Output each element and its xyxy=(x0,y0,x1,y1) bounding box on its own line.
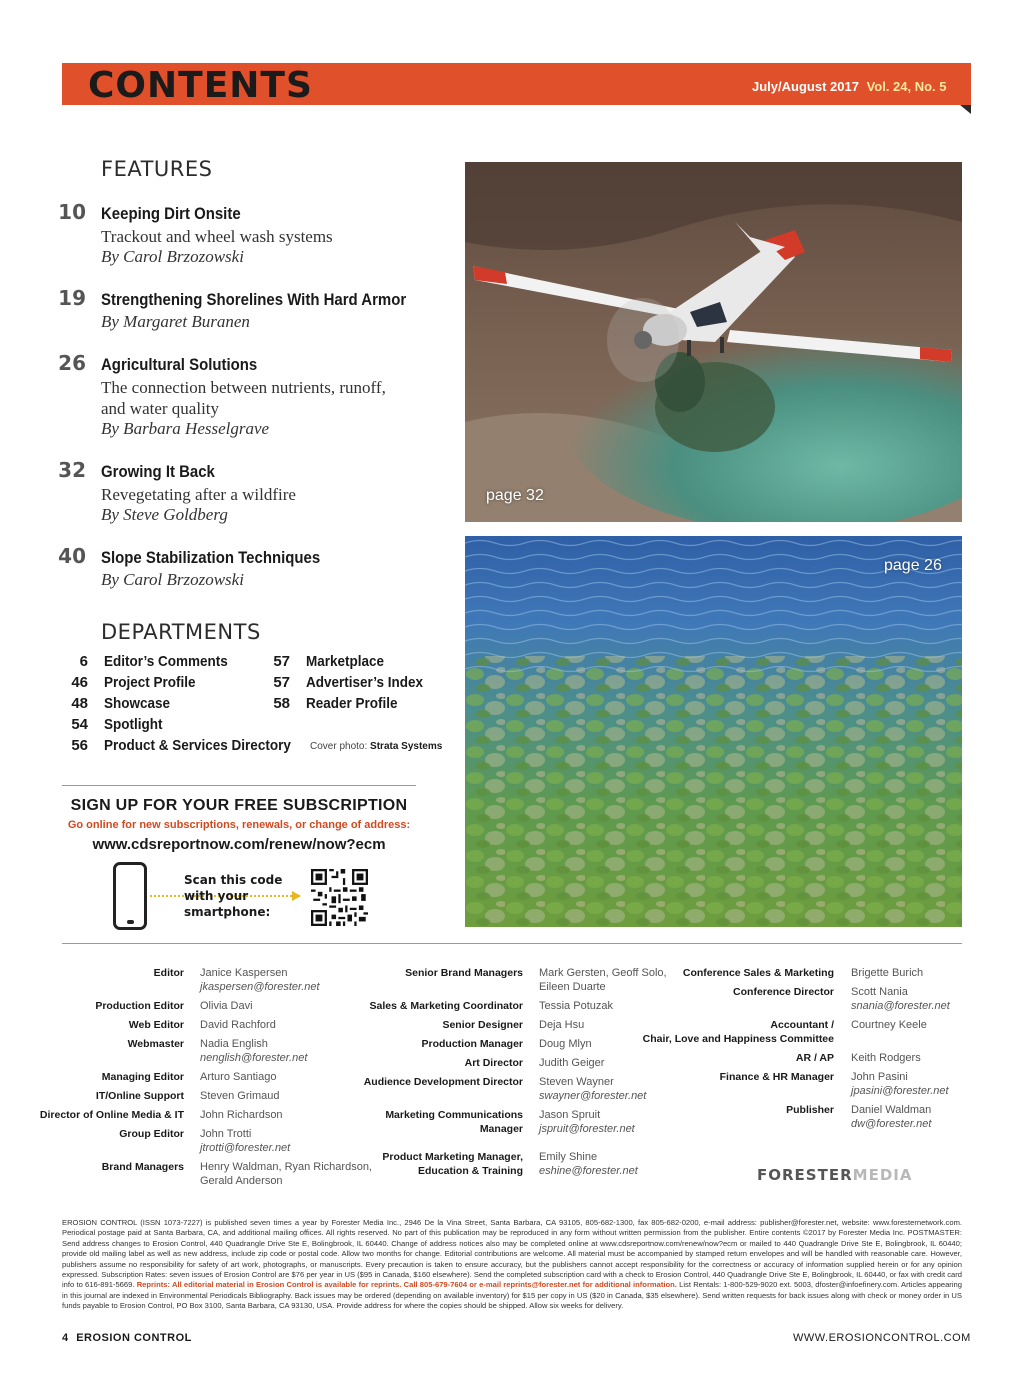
department-page-number: 48 xyxy=(71,695,88,712)
masthead-name: Jason Spruit xyxy=(539,1109,601,1121)
masthead-name: Daniel Waldman xyxy=(851,1104,932,1116)
masthead-name: Deja Hsu xyxy=(539,1019,585,1031)
feature-byline: By Carol Brzozowski xyxy=(101,247,244,266)
masthead-name: Olivia Davi xyxy=(200,1000,253,1012)
fine-print-text: List Rentals: 1-800-529-9020 ext. 5003, dfoster@infoefinery.com. Articles appearing in this journal are indexed in Environmental Periodicals Bibliography. Back issues may be ordered (depending on available inventory) for $15 per copy in US ($20 in Canada, $35 elsewhere). Send written requests for back issues along with check or money order in US funds payable to Erosion Control, PO Box 3100, Santa Barbara, CA 93130, USA. Provide address for where the copies should be shipped. Allow six weeks for delivery. xyxy=(62,1280,962,1311)
masthead-name: Henry Waldman, Ryan Richardson, xyxy=(200,1161,372,1173)
feature-title[interactable]: Growing It Back xyxy=(101,462,215,481)
banner-fold-decoration xyxy=(960,105,971,114)
feature-byline: By Barbara Hesselgrave xyxy=(101,419,270,438)
masthead-role: Production Editor xyxy=(95,1000,184,1012)
masthead-name: John Pasini xyxy=(851,1071,908,1083)
masthead-name: Doug Mlyn xyxy=(539,1038,592,1050)
masthead-role: Accountant / xyxy=(770,1019,834,1031)
masthead-role: Publisher xyxy=(786,1104,834,1116)
department-item[interactable]: Marketplace xyxy=(306,653,385,670)
masthead-divider xyxy=(62,943,962,944)
subscription-heading-free: FREE xyxy=(234,797,279,814)
masthead-name: Janice Kaspersen xyxy=(200,967,288,979)
department-item[interactable]: Spotlight xyxy=(104,716,163,733)
feature-subtitle: The connection between nutrients, runoff, xyxy=(101,378,386,397)
masthead-name: Steven Wayner xyxy=(539,1076,614,1088)
masthead-role: Managing Editor xyxy=(101,1071,184,1083)
department-page-number: 57 xyxy=(273,674,290,691)
department-item[interactable]: Editor’s Comments xyxy=(104,653,228,670)
airplane-hydroseeding-photo xyxy=(465,162,962,522)
page-number: 4 xyxy=(62,1332,69,1344)
department-page-number: 57 xyxy=(273,653,290,670)
masthead-name: Nadia English xyxy=(200,1038,268,1050)
department-page-number: 6 xyxy=(79,653,88,670)
masthead-name: Gerald Anderson xyxy=(200,1175,283,1187)
issue-date: July/August 2017 xyxy=(752,79,859,94)
masthead-name: John Richardson xyxy=(200,1109,283,1121)
scan-line: with your xyxy=(184,889,249,903)
clear-water-rocks-photo xyxy=(465,536,962,927)
subscription-heading-post: SUBSCRIPTION xyxy=(282,797,408,814)
masthead-email[interactable]: jtrotti@forester.net xyxy=(200,1142,291,1154)
feature-byline: By Carol Brzozowski xyxy=(101,570,244,589)
page-footer-left xyxy=(62,1332,192,1344)
masthead-name: Courtney Keele xyxy=(851,1019,927,1031)
subscription-heading xyxy=(62,797,416,815)
feature-byline: By Steve Goldberg xyxy=(101,505,228,524)
masthead-role: Audience Development Director xyxy=(363,1076,523,1088)
masthead-role: Production Manager xyxy=(421,1038,523,1050)
reprints-notice: Reprints: All editorial material in Erosion Control is available for reprints. Call 805-679-7604 or e-mail reprints@forester.net for additional information. xyxy=(136,1280,677,1290)
feature-page-number: 40 xyxy=(58,544,86,568)
masthead-email[interactable]: nenglish@forester.net xyxy=(200,1052,308,1064)
masthead-role: IT/Online Support xyxy=(95,1090,184,1102)
issue-volume: Vol. 24, No. 5 xyxy=(866,79,947,94)
subscription-url-link[interactable]: www.cdsreportnow.com/renew/now?ecm xyxy=(92,836,386,853)
cover-credit-label: Cover photo: xyxy=(310,741,368,752)
arrow-right-icon xyxy=(292,890,302,902)
department-item[interactable]: Reader Profile xyxy=(306,695,398,712)
feature-page-number: 32 xyxy=(58,458,86,482)
department-item[interactable]: Product & Services Directory xyxy=(104,737,291,754)
department-item[interactable]: Showcase xyxy=(104,695,171,712)
masthead-role: Conference Director xyxy=(733,986,834,998)
masthead-role: Senior Designer xyxy=(442,1019,523,1031)
feature-subtitle: Trackout and wheel wash systems xyxy=(101,227,333,246)
issue-info xyxy=(752,79,947,94)
departments-heading: DEPARTMENTS xyxy=(101,620,261,644)
subscription-subtext: Go online for new subscriptions, renewals, or change of address: xyxy=(67,819,411,831)
photo-page-label: page 32 xyxy=(486,487,544,504)
masthead-role: Product Marketing Manager, xyxy=(382,1151,523,1163)
masthead-email[interactable]: dw@forester.net xyxy=(851,1118,932,1130)
masthead-email[interactable]: eshine@forester.net xyxy=(539,1165,638,1177)
feature-page-number: 19 xyxy=(58,286,86,310)
cover-credit-value: Strata Systems xyxy=(370,741,443,752)
masthead-role: Chair, Love and Happiness Committee xyxy=(642,1033,834,1045)
masthead-name: Keith Rodgers xyxy=(851,1052,921,1064)
masthead-role: Finance & HR Manager xyxy=(719,1071,834,1083)
feature-title[interactable]: Agricultural Solutions xyxy=(101,355,258,374)
feature-title[interactable]: Strengthening Shorelines With Hard Armor xyxy=(101,290,407,309)
masthead-name: Tessia Potuzak xyxy=(539,1000,613,1012)
website-link[interactable]: WWW.EROSIONCONTROL.COM xyxy=(793,1332,971,1344)
masthead-email[interactable]: snania@forester.net xyxy=(851,1000,950,1012)
scan-instructions xyxy=(184,872,282,920)
publication-fine-print xyxy=(62,1218,962,1312)
department-page-number: 54 xyxy=(71,716,88,733)
masthead-role: Editor xyxy=(153,967,184,979)
masthead-email[interactable]: jspruit@forester.net xyxy=(539,1123,635,1135)
masthead-role: Art Director xyxy=(464,1057,523,1069)
department-page-number: 58 xyxy=(273,695,290,712)
masthead-name: Arturo Santiago xyxy=(200,1071,277,1083)
masthead-name: Judith Geiger xyxy=(539,1057,605,1069)
masthead-role: Senior Brand Managers xyxy=(405,967,523,979)
masthead-role: Education & Training xyxy=(417,1165,523,1177)
feature-title[interactable]: Keeping Dirt Onsite xyxy=(101,204,241,223)
feature-title[interactable]: Slope Stabilization Techniques xyxy=(101,548,321,567)
forester-media-logo xyxy=(757,1166,912,1184)
department-item[interactable]: Project Profile xyxy=(104,674,196,691)
qr-code-icon[interactable] xyxy=(311,869,368,926)
masthead-email[interactable]: jpasini@forester.net xyxy=(851,1085,949,1097)
masthead-name: Eileen Duarte xyxy=(539,981,606,993)
feature-page-number: 26 xyxy=(58,351,86,375)
feature-page-number: 10 xyxy=(58,200,86,224)
masthead-email[interactable]: jkaspersen@forester.net xyxy=(200,981,320,993)
masthead-role: Sales & Marketing Coordinator xyxy=(369,1000,523,1012)
masthead-role: Manager xyxy=(479,1123,523,1135)
masthead-email[interactable]: swayner@forester.net xyxy=(539,1090,647,1102)
logo-text-media: MEDIA xyxy=(852,1166,913,1184)
masthead-name: Steven Grimaud xyxy=(200,1090,280,1102)
department-page-number: 46 xyxy=(71,674,88,691)
masthead-name: David Rachford xyxy=(200,1019,276,1031)
cover-credit xyxy=(310,741,442,752)
subscription-divider xyxy=(62,785,416,786)
smartphone-icon xyxy=(113,862,147,930)
subscription-heading-pre: SIGN UP FOR YOUR xyxy=(70,797,230,814)
scan-line: Scan this code xyxy=(184,873,283,887)
department-item[interactable]: Advertiser’s Index xyxy=(306,674,424,691)
masthead-name: Mark Gersten, Geoff Solo, xyxy=(539,967,667,979)
fine-print-text: EROSION CONTROL (ISSN 1073-7227) is published seven times a year by Forester Media Inc., 2946 De la Vina Street, Santa Barbara, CA 93105, 805-682-1300, fax 805-682-0200, e-mail address: publisher@forester.net, website: www.foresternetwork.com. Periodical postage paid at Santa Barbara, CA, and additional mailing offices. All rights reserved. No part of this publication may be reproduced in any form without written permission from the publisher. Entire contents ©2017 by Forester Media Inc. POSTMASTER: Send address changes to Erosion Control, 440 Quadrangle Drive Ste E, Bolingbrook, IL 60440. Change of address notices also may be completed online at www.cdsreportnow.com/renew/now?ecm or mailed to 440 Quadrangle Drive Ste E, Bolingbrook, IL 60440; provide old mailing label as well as new address, include zip code or postal code. Allow two months for change. Editorial contributions are welcome. All material must be accompanied by stamped return envelopes and will be handled with reasonable care. However, publishers assume no responsibility for safety of art work, photographs, or manuscripts. Every precaution is taken to ensure accuracy, but the publishers cannot accept responsibility for the correctness or accuracy of information supplied herein or for any opinion expressed. Subscription Rates: seven issues of Erosion Control are $76 per year in US ($95 in Canada, $160 elsewhere). Send the completed subscription card with a check to Erosion Control, 440 Quadrangle Drive Ste E, Bolingbrook, IL 60440, or fax with credit card info to 616-891-5669. xyxy=(62,1218,962,1290)
masthead-role: Conference Sales & Marketing xyxy=(682,967,834,979)
feature-subtitle: and water quality xyxy=(101,399,220,418)
masthead-role: AR / AP xyxy=(795,1052,834,1064)
scan-line: smartphone: xyxy=(184,905,271,919)
masthead-role: Web Editor xyxy=(128,1019,184,1031)
feature-byline: By Margaret Buranen xyxy=(101,312,250,331)
features-heading: FEATURES xyxy=(101,157,213,181)
magazine-name: EROSION CONTROL xyxy=(76,1332,192,1344)
photo-page-label: page 26 xyxy=(884,557,942,574)
masthead-role: Group Editor xyxy=(119,1128,184,1140)
page-title: CONTENTS xyxy=(88,65,313,106)
masthead-role: Marketing Communications xyxy=(385,1109,523,1121)
masthead-name: Emily Shine xyxy=(539,1151,598,1163)
masthead-role: Director of Online Media & IT xyxy=(39,1109,184,1121)
masthead-role: Brand Managers xyxy=(101,1161,184,1173)
feature-subtitle: Revegetating after a wildfire xyxy=(101,485,296,504)
masthead-name: John Trotti xyxy=(200,1128,252,1140)
masthead-name: Brigette Burich xyxy=(851,967,924,979)
department-page-number: 56 xyxy=(71,737,88,754)
masthead-role: Webmaster xyxy=(127,1038,184,1050)
logo-text-forester: FORESTER xyxy=(757,1166,853,1184)
masthead-name: Scott Nania xyxy=(851,986,908,998)
